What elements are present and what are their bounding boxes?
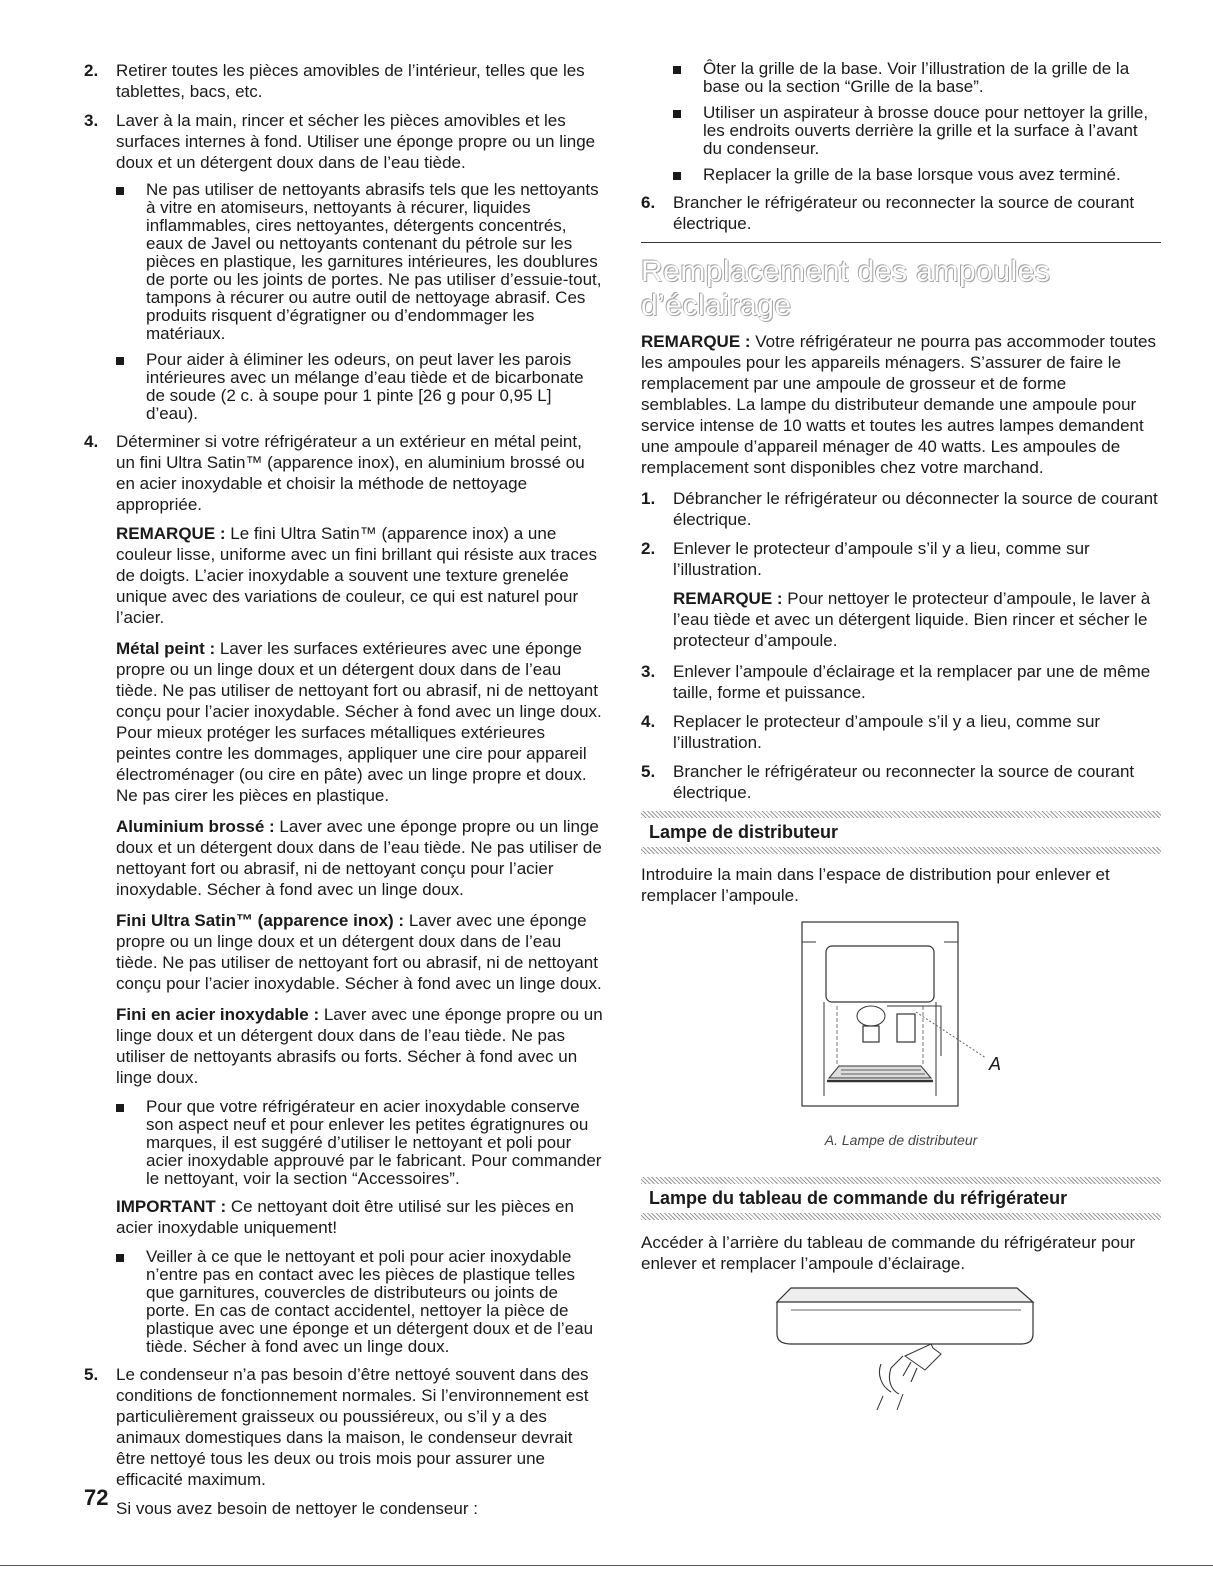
bullet-item [116,1098,604,1188]
inox-text: Laver avec une éponge propre ou un linge doux et un détergent doux dans de l’eau tiède. Ne pas utiliser de nettoyants abrasifs ou forts. Sécher à fond avec un linge doux. [116,1005,603,1087]
left-column [84,60,604,1529]
square-bullet-icon [116,1254,124,1262]
alu-paragraph [116,816,604,900]
control-lamp-text: Accéder à l’arrière du tableau de commande du réfrigérateur pour enlever et remplacer l’ampoule d’éclairage. [641,1233,1136,1273]
step-5 [641,761,1161,803]
remarque-label: REMARQUE : [641,332,751,351]
bullet-text: Ne pas utiliser de nettoyants abrasifs tels que les nettoyants à vitre en atomiseurs, nettoyants à récurer, liquides inflammables, cires nettoyantes, détergents concentrés, eaux de Javel ou nettoyants contenant du pétrole sur les pièces en plastique, les garnitures intérieures, les doublures de porte ou les joints de portes. Ne pas utiliser d’essuie-tout, tampons à récurer ou autre outil de nettoyage abrasif. Ces produits risquent d’égratigner ou d’endommager les matériaux. [146,180,602,343]
remarque-label: REMARQUE : [116,524,226,543]
alu-text: Laver avec une éponge propre ou un linge doux et un détergent doux dans de l’eau tiède. Ne pas utiliser de nettoyant fort ou abrasif, ni de nettoyant conçu pour l’acier inoxydable. Sécher à fond avec un linge doux. [116,817,602,899]
step-4-body [84,523,604,1356]
square-bullet-icon [116,187,124,195]
section-divider [641,242,1161,243]
step-number: 5. [84,1365,99,1384]
step-text: Laver à la main, rincer et sécher les pièces amovibles et les surfaces internes à fond. Utiliser une éponge propre ou un linge doux et un détergent doux dans de l’eau tiède. [116,111,596,172]
dispenser-lamp-text: Introduire la main dans l’espace de distribution pour enlever et remplacer l’ampoule. [641,865,1110,905]
step-1 [641,488,1161,530]
bullet-text: Replacer la grille de la base lorsque vous avez terminé. [703,165,1121,184]
remarque-text: Pour nettoyer le protecteur d’ampoule, le laver à l’eau tiède et avec un détergent liquide. Bien rincer et sécher le protecteur d’ampoule. [673,589,1151,650]
step-3 [84,110,604,173]
step-text: Enlever l’ampoule d’éclairage et la remplacer par une de même taille, forme et puissance. [673,662,1151,702]
step-number: 2. [84,61,99,80]
callout-label-a: A [989,1054,1002,1074]
step-2 [84,60,604,102]
satin-text: Laver avec une éponge propre ou un linge doux et un détergent doux dans de l’eau tiède. Ne pas utiliser de nettoyant fort ou abrasif, ni de nettoyant conçu pour l’acier inoxydable. Sécher à fond avec un linge doux. [116,911,602,993]
step-text: Brancher le réfrigérateur ou reconnecter la source de courant électrique. [673,762,1135,802]
bullet-item [673,166,1161,184]
step-text: Replacer le protecteur d’ampoule s’il y a lieu, comme sur l’illustration. [673,712,1101,752]
step-2 [641,538,1161,580]
footer-rule [0,1565,1213,1566]
remarque-label: REMARQUE : [673,589,783,608]
important-label: IMPORTANT : [116,1197,227,1216]
bullet-text: Pour que votre réfrigérateur en acier inoxydable conserve son aspect neuf et pour enlever les petites égratignures ou marques, il est suggéré d’utiliser le nettoyant et poli pour acier inoxydable approuvé par le fabricant. Pour commander le nettoyant, voir la section “Accessoires”. [146,1097,602,1188]
step-5-tail: Si vous avez besoin de nettoyer le condenseur : [116,1499,478,1518]
step-5 [84,1364,604,1490]
step-text: Le condenseur n’a pas besoin d’être nettoyé souvent dans des conditions de fonctionnement normales. Si l’environnement est particulièrement graisseux ou poussiéreux, ou s’il y a des animaux domestiques dans la maison, le condenseur devrait être nettoyé tous les deux ou trois mois pour assurer une efficacité maximum. [116,1365,589,1489]
remarque-text: Votre réfrigérateur ne pourra pas accommoder toutes les ampoules pour les appareils ménagers. S’assurer de faire le remplacement par une ampoule de grosseur et de forme semblables. La lampe du distributeur demande une ampoule pour service intense de 10 watts et toutes les autres lampes demandent une ampoule d’appareil ménager de 40 watts. Les ampoules de remplacement sont disponibles chez votre marchand. [641,332,1156,477]
section-title: Remplacement des ampoules d’éclairage [641,255,1051,322]
page-number: 72 [84,1485,109,1510]
metal-text: Laver les surfaces extérieures avec une éponge propre ou un linge doux et un détergent doux dans de l’eau tiède. Ne pas utiliser de nettoyant fort ou abrasif, ni de nettoyant conçu pour l’acier inoxydable. Sécher à fond avec un linge doux. Pour mieux protéger les surfaces métalliques extérieures peintes contre les dommages, appliquer une cire pour appareil électroménager (ou cire en pâte) avec un linge propre et doux. Ne pas cirer les pièces en plastique. [116,639,602,805]
remarque-paragraph [641,588,1161,651]
bullet-item [673,104,1161,158]
dispenser-illustration [641,916,1161,1122]
figure-caption: A. Lampe de distributeur [824,1132,978,1148]
step-4 [641,711,1161,753]
step-number: 5. [641,762,656,781]
bullet-text: Ôter la grille de la base. Voir l’illustration de la grille de la base ou la section “Grille de la base”. [703,59,1130,96]
heading-shade-top [641,811,1161,818]
square-bullet-icon [673,172,681,180]
bullet-item [116,1248,604,1356]
square-bullet-icon [673,66,681,74]
right-column [641,60,1161,1422]
bullet-text: Utiliser un aspirateur à brosse douce pour nettoyer la grille, les endroits ouverts derrière la grille et la surface à l’avant du condenseur. [703,103,1149,158]
dispenser-drawing [641,916,1161,1122]
control-panel-drawing [641,1284,1161,1414]
bullet-text: Veiller à ce que le nettoyant et poli pour acier inoxydable n’entre pas en contact avec les pièces de plastique telles que garnitures, couvercles de distributeurs ou joints de porte. En cas de contact accidentel, nettoyer la pièce de plastique avec une éponge et un détergent doux et de l’eau tiède. Sécher à fond avec un linge doux. [146,1247,594,1356]
metal-paragraph [116,638,604,806]
step-number: 4. [641,712,656,731]
step-number: 6. [641,193,656,212]
square-bullet-icon [116,357,124,365]
inox-paragraph [116,1004,604,1088]
alu-label: Aluminium brossé : [116,817,275,836]
control-panel-illustration [641,1284,1161,1414]
bullet-text: Pour aider à éliminer les odeurs, on peut laver les parois intérieures avec un mélange d’eau tiède et de bicarbonate de soude (2 c. à soupe pour 1 pinte [26 g pour 0,95 L] d’eau). [146,350,584,423]
step-number: 4. [84,432,99,451]
control-lamp-heading: Lampe du tableau de commande du réfrigérateur [649,1188,1068,1208]
step-3-bullets [84,181,604,423]
dispenser-lamp-heading: Lampe de distributeur [649,822,839,842]
remarque-paragraph [641,331,1161,478]
heading-shade-bottom [641,1213,1161,1220]
remarque-text: Le fini Ultra Satin™ (apparence inox) a une couleur lisse, uniforme avec un fini brillant qui résiste aux traces de doigts. L’acier inoxydable a souvent une texture grenelée unique avec des variations de couleur, ce qui est naturel pour l’acier. [116,524,597,627]
step-4 [84,431,604,515]
inox-label: Fini en acier inoxydable : [116,1005,320,1024]
satin-paragraph [116,910,604,994]
step-number: 1. [641,489,656,508]
step-3 [641,661,1161,703]
heading-shade-bottom [641,847,1161,854]
step-text: Déterminer si votre réfrigérateur a un extérieur en métal peint, un fini Ultra Satin™ (apparence inox), en aluminium brossé ou en acier inoxydable et choisir la méthode de nettoyage appropriée. [116,432,585,514]
bullet-item [673,60,1161,96]
step-text: Brancher le réfrigérateur ou reconnecter la source de courant électrique. [673,193,1135,233]
important-text: Ce nettoyant doit être utilisé sur les pièces en acier inoxydable uniquement! [116,1197,574,1237]
square-bullet-icon [673,110,681,118]
square-bullet-icon [116,1104,124,1112]
step-6 [641,192,1161,234]
step-text: Enlever le protecteur d’ampoule s’il y a lieu, comme sur l’illustration. [673,539,1090,579]
remarque-paragraph [116,523,604,628]
important-paragraph [116,1196,604,1238]
step-number: 3. [641,662,656,681]
bullet-item [116,351,604,423]
satin-label: Fini Ultra Satin™ (apparence inox) : [116,911,405,930]
heading-shade-top [641,1177,1161,1184]
metal-label: Métal peint : [116,639,216,658]
bullet-item [116,181,604,343]
step-text: Débrancher le réfrigérateur ou déconnecter la source de courant électrique. [673,489,1158,529]
condenser-bullets [641,60,1161,184]
step-number: 3. [84,111,99,130]
step-number: 2. [641,539,656,558]
step-text: Retirer toutes les pièces amovibles de l’intérieur, telles que les tablettes, bacs, etc. [116,61,585,101]
